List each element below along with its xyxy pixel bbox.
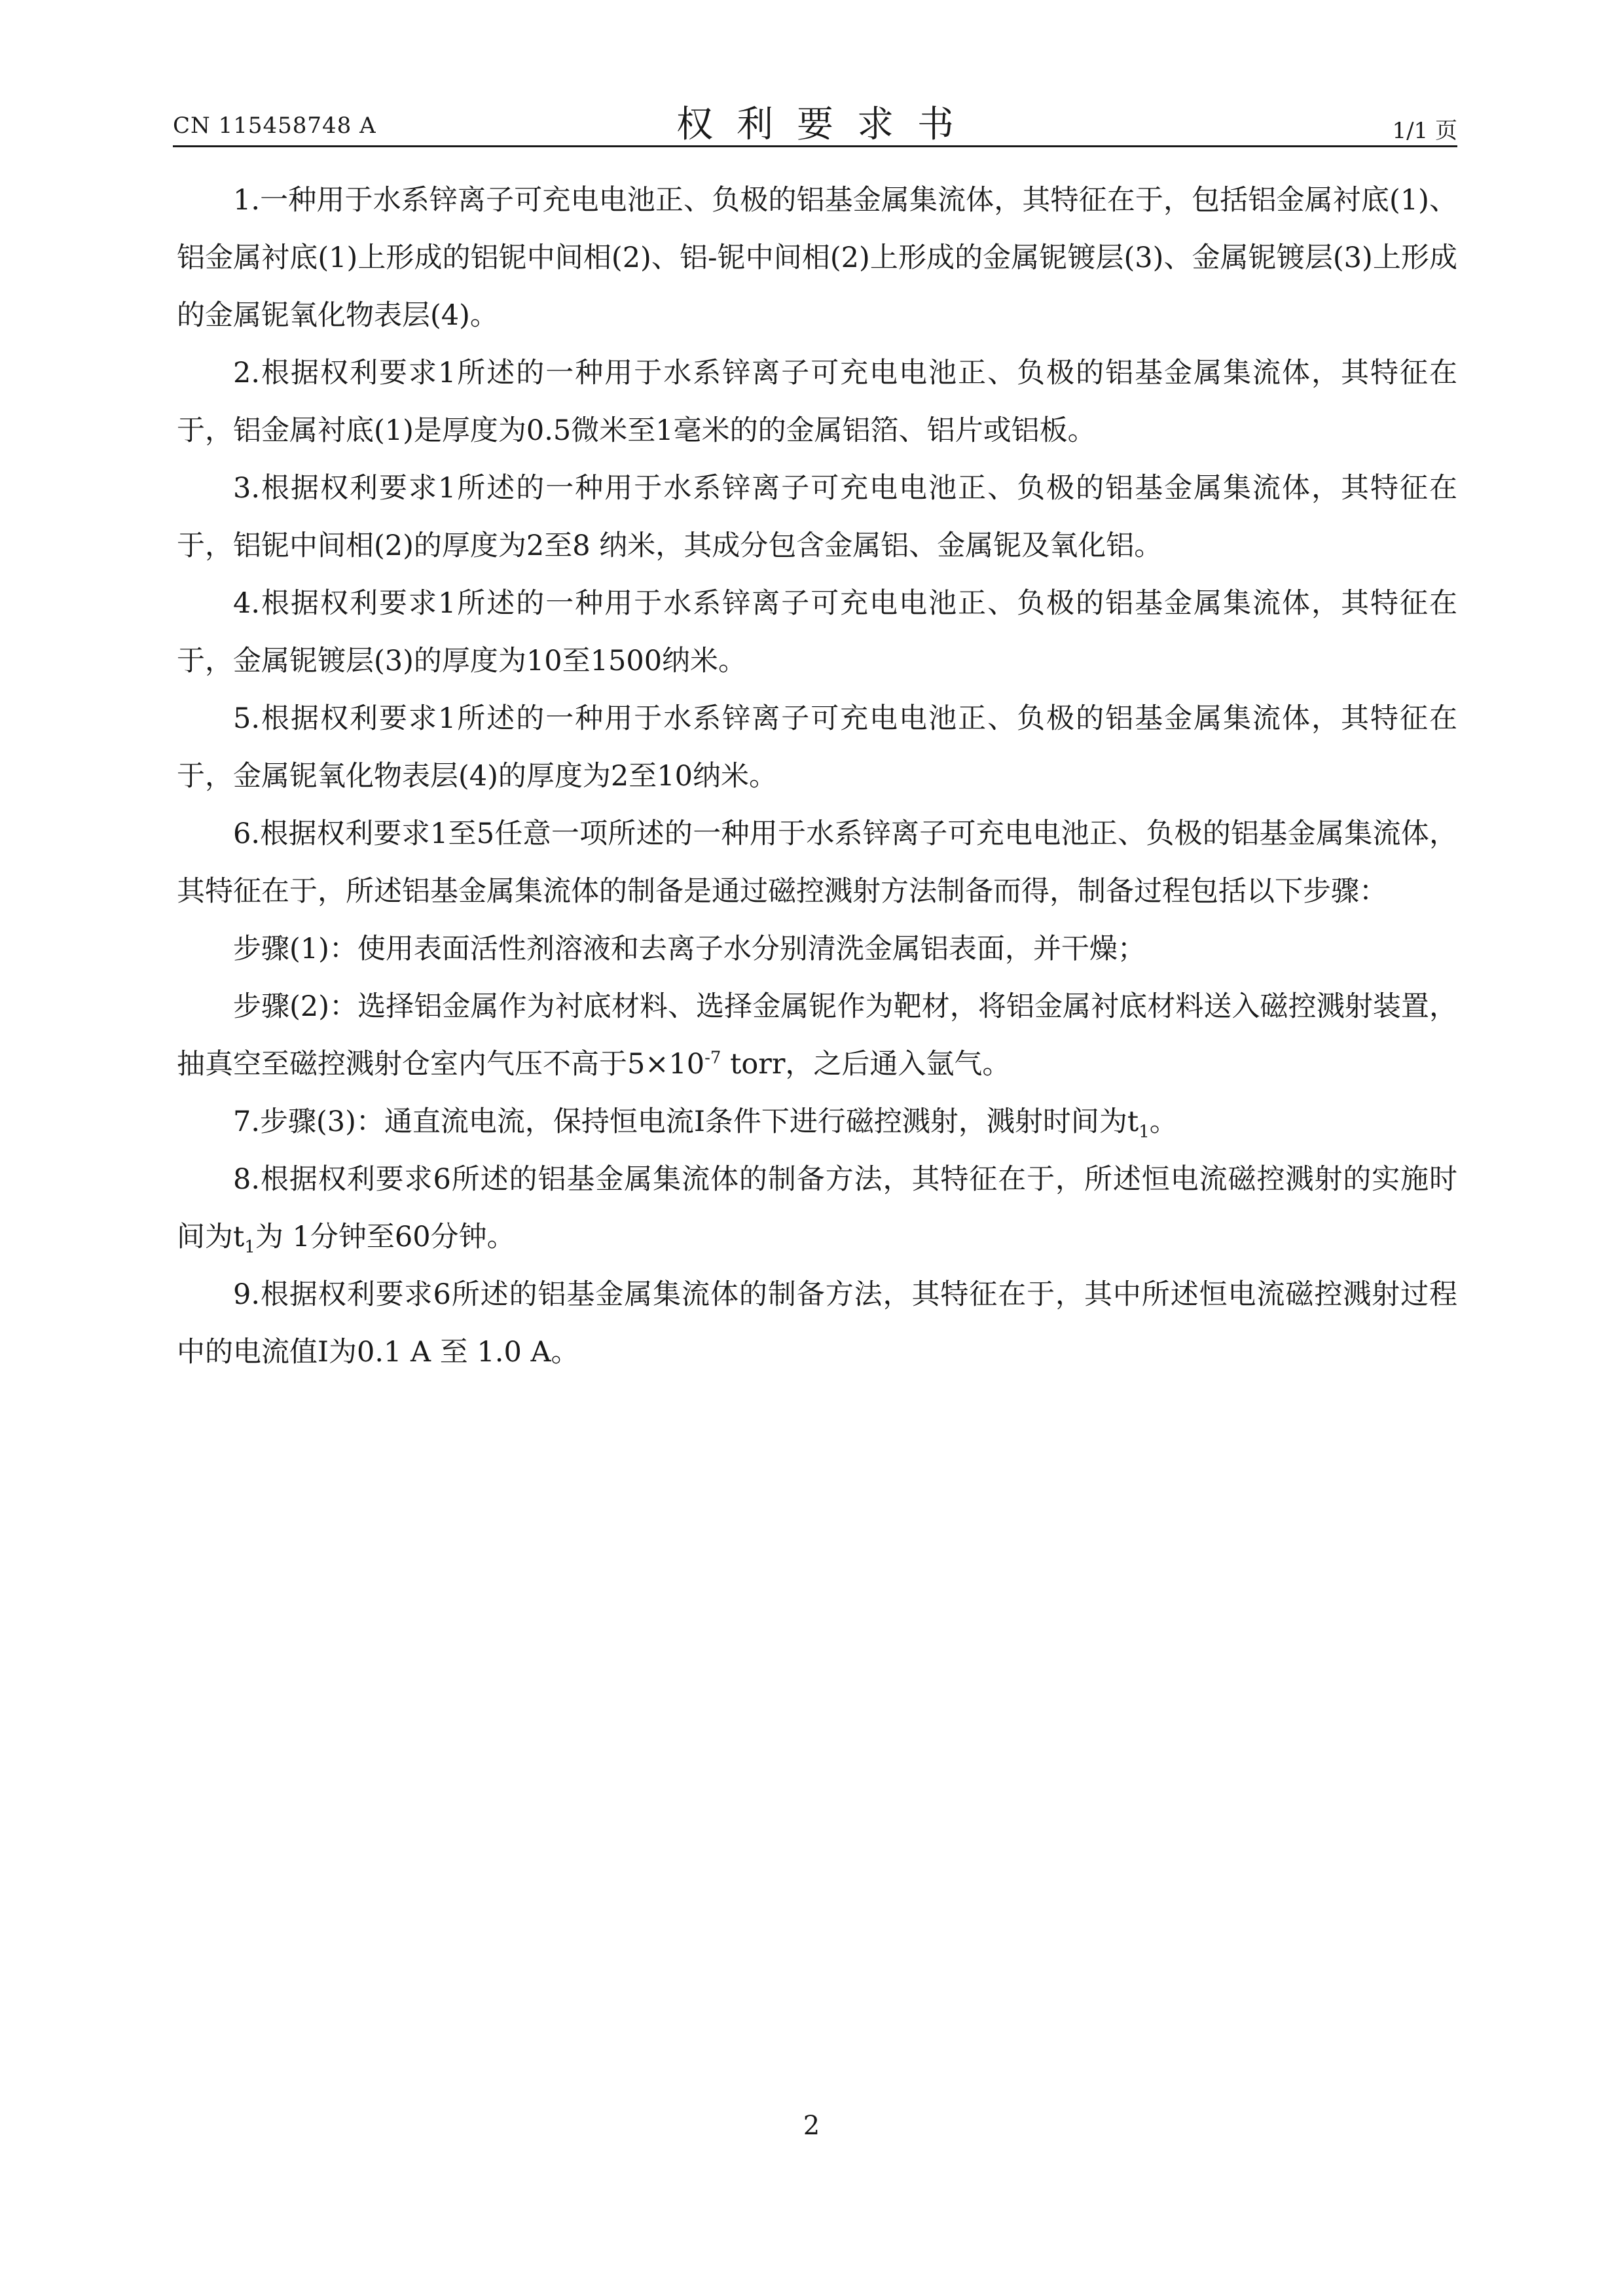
- pressure-exponent: -7: [704, 1048, 721, 1068]
- claim-7-text: 7.步骤(3)：通直流电流，保持恒电流I条件下进行磁控溅射，溅射时间为t: [233, 1105, 1139, 1138]
- claim-8-text-end: 为 1分钟至60分钟。: [255, 1221, 515, 1253]
- claim-8-subscript: 1: [244, 1237, 255, 1257]
- header-divider: [173, 145, 1457, 147]
- claim-6-step-2: [177, 978, 1457, 1093]
- claim-8: [177, 1151, 1457, 1266]
- claim-8-text: 8.根据权利要求6所述的铝基金属集流体的制备方法，其特征在于，所述恒电流磁控溅射的实施时间为t: [177, 1163, 1457, 1253]
- claim-4: 4.根据权利要求1所述的一种用于水系锌离子可充电电池正、负极的铝基金属集流体，其特征在于，金属铌镀层(3)的厚度为10至1500纳米。: [177, 587, 1457, 677]
- publication-number: CN 115458748 A: [173, 113, 376, 139]
- claim-9: 9.根据权利要求6所述的铝基金属集流体的制备方法，其特征在于，其中所述恒电流磁控溅射过程中的电流值I为0.1 A 至 1.0 A。: [177, 1278, 1457, 1369]
- claim-2: 2.根据权利要求1所述的一种用于水系锌离子可充电电池正、负极的铝基金属集流体，其特征在于，铝金属衬底(1)是厚度为0.5微米至1毫米的的金属铝箔、铝片或铝板。: [177, 357, 1457, 447]
- step-2-text: 步骤(2)：选择铝金属作为衬底材料、选择金属铌作为靶材，将铝金属衬底材料送入磁控溅射装置，抽真空至磁控溅射仓室内气压不高于5×10: [177, 990, 1457, 1081]
- page-header: [173, 92, 1457, 144]
- page-number: 2: [803, 2111, 820, 2141]
- step-2-text-end: torr，之后通入氩气。: [721, 1048, 1011, 1081]
- document-title: 权利要求书: [676, 103, 977, 146]
- claim-6-step-1: 步骤(1)：使用表面活性剂溶液和去离子水分别清洗金属铝表面，并干燥；: [233, 933, 1146, 965]
- claim-1: 1.一种用于水系锌离子可充电电池正、负极的铝基金属集流体，其特征在于，包括铝金属衬底(1)、铝金属衬底(1)上形成的铝铌中间相(2)、铝-铌中间相(2)上形成的金属铌镀层(3)、金属铌镀层(3)上形成的金属铌氧化物表层(4)。: [177, 184, 1457, 332]
- claim-7-text-end: 。: [1149, 1105, 1178, 1138]
- claim-7: [177, 1093, 1457, 1151]
- claim-6: 6.根据权利要求1至5任意一项所述的一种用于水系锌离子可充电电池正、负极的铝基金属集流体，其特征在于，所述铝基金属集流体的制备是通过磁控溅射方法制备而得，制备过程包括以下步骤：: [177, 817, 1457, 908]
- claim-3: 3.根据权利要求1所述的一种用于水系锌离子可充电电池正、负极的铝基金属集流体，其特征在于，铝铌中间相(2)的厚度为2至8 纳米，其成分包含金属铝、金属铌及氧化铝。: [177, 472, 1457, 562]
- claims-body: [177, 171, 1457, 1381]
- page-count: 1/1 页: [1392, 118, 1457, 144]
- claim-5: 5.根据权利要求1所述的一种用于水系锌离子可充电电池正、负极的铝基金属集流体，其特征在于，金属铌氧化物表层(4)的厚度为2至10纳米。: [177, 702, 1457, 793]
- claim-7-subscript: 1: [1139, 1122, 1150, 1142]
